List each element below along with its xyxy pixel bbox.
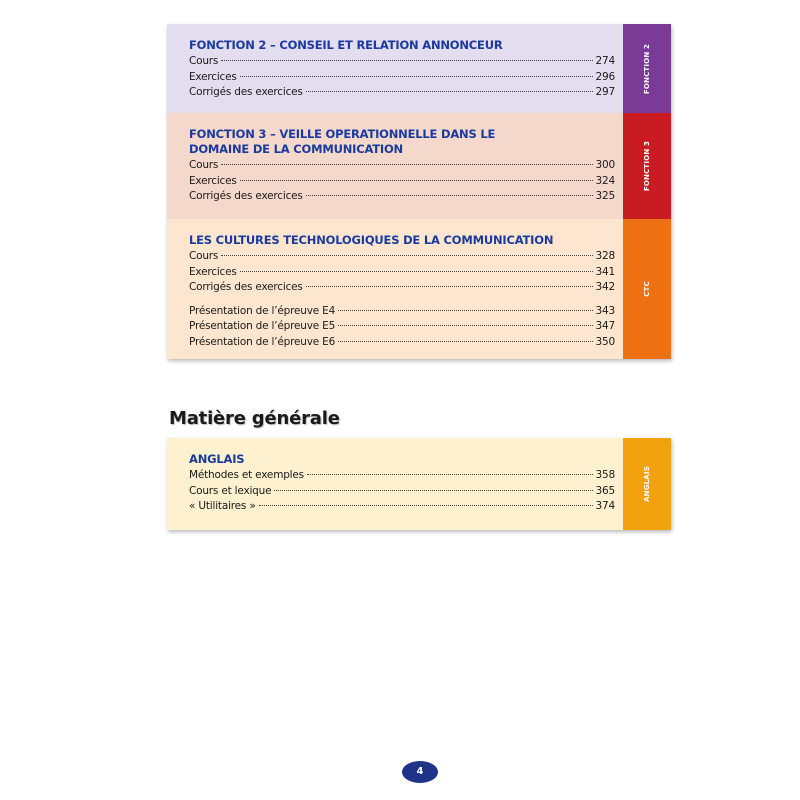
toc-entry-page: 343 — [595, 304, 615, 317]
dot-leader — [338, 325, 592, 326]
toc-entry[interactable] — [189, 174, 615, 190]
toc-entry-label: Cours — [189, 250, 219, 262]
tab-label: CTC — [643, 281, 651, 297]
dot-leader — [259, 505, 593, 506]
toc-entry[interactable] — [189, 335, 615, 351]
dot-leader — [338, 310, 592, 311]
toc-entry-page: 374 — [595, 500, 615, 512]
spacer — [189, 296, 615, 304]
toc-entry[interactable] — [189, 70, 615, 86]
tab-label: FONCTION 3 — [643, 140, 651, 192]
toc-entry[interactable] — [189, 304, 615, 320]
section-heading: FONCTION 2 – CONSEIL ET RELATION ANNONCEUR — [189, 38, 503, 52]
dot-leader — [240, 271, 593, 272]
toc-entry-label: « Utilitaires » — [189, 500, 256, 512]
toc-entry-label: Corrigés des exercices — [189, 190, 303, 202]
dot-leader — [221, 60, 592, 61]
toc-entry[interactable] — [189, 158, 615, 174]
toc-section-anglais — [167, 438, 671, 530]
toc-entry-page: 297 — [595, 86, 615, 98]
section-heading: ANGLAIS — [189, 452, 245, 466]
toc-entry-label: Présentation de l’épreuve E6 — [189, 335, 336, 348]
toc-entry-page: 325 — [595, 190, 615, 202]
toc-entry[interactable] — [189, 249, 615, 265]
section-heading: FONCTION 3 – VEILLE OPERATIONNELLE DANS LE DOMAINE DE LA COMMUNICATION — [189, 127, 496, 156]
toc-entry-label: Corrigés des exercices — [189, 86, 303, 98]
toc-entry-label: Exercices — [189, 174, 237, 187]
toc-entry-page: 296 — [595, 70, 615, 83]
toc-section-ctc — [167, 219, 671, 359]
section-tab-ctc[interactable] — [623, 219, 671, 359]
toc-entry-label: Exercices — [189, 70, 237, 83]
tab-label: FONCTION 2 — [643, 43, 651, 94]
dot-leader — [221, 255, 592, 256]
toc-entry[interactable] — [189, 484, 615, 500]
toc-entry-page: 328 — [595, 250, 615, 262]
section-tab-fonction-3[interactable] — [623, 113, 671, 219]
toc-entry-label: Cours — [189, 159, 219, 171]
section-tab-anglais[interactable] — [623, 438, 671, 530]
section-tab-fonction-2[interactable] — [623, 24, 671, 113]
toc-entry-page: 300 — [595, 159, 615, 171]
section-heading: LES CULTURES TECHNOLOGIQUES DE LA COMMUNICATION — [189, 233, 554, 247]
toc-entry-label: Cours et lexique — [189, 484, 272, 497]
toc-entry-label: Méthodes et exemples — [189, 469, 304, 481]
toc-entry-page: 365 — [595, 484, 615, 497]
toc-entry-page: 342 — [595, 281, 615, 293]
toc-entry-page: 358 — [595, 469, 615, 481]
toc-section-fonction-2 — [167, 24, 671, 113]
toc-entry[interactable] — [189, 319, 615, 335]
toc-section-fonction-3 — [167, 113, 671, 219]
dot-leader — [240, 76, 593, 77]
toc-entry[interactable] — [189, 85, 615, 101]
toc-entry-page: 341 — [595, 265, 615, 278]
dot-leader — [306, 286, 593, 287]
page-number: 4 — [402, 761, 438, 783]
toc-entry-page: 350 — [595, 335, 615, 348]
toc-entry[interactable] — [189, 468, 615, 484]
toc-entry[interactable] — [189, 499, 615, 515]
dot-leader — [338, 341, 592, 342]
toc-entry-label: Cours — [189, 55, 219, 67]
general-subject-title: Matière générale — [169, 408, 340, 429]
dot-leader — [274, 490, 592, 491]
toc-entry[interactable] — [189, 189, 615, 205]
toc-entry-label: Exercices — [189, 265, 237, 278]
toc-entry-label: Présentation de l’épreuve E4 — [189, 304, 336, 317]
toc-entry-label: Présentation de l’épreuve E5 — [189, 320, 336, 332]
toc-entry-page: 347 — [595, 320, 615, 332]
dot-leader — [221, 164, 592, 165]
tab-label: ANGLAIS — [643, 466, 651, 502]
dot-leader — [240, 180, 593, 181]
toc-card — [167, 24, 671, 359]
toc-entry[interactable] — [189, 265, 615, 281]
dot-leader — [306, 91, 593, 92]
toc-entry-label: Corrigés des exercices — [189, 281, 303, 293]
toc-entry-page: 274 — [595, 55, 615, 67]
toc-entry[interactable] — [189, 54, 615, 70]
toc-entry-page: 324 — [595, 174, 615, 187]
dot-leader — [307, 474, 593, 475]
general-card — [167, 438, 671, 530]
dot-leader — [306, 195, 593, 196]
toc-entry[interactable] — [189, 280, 615, 296]
